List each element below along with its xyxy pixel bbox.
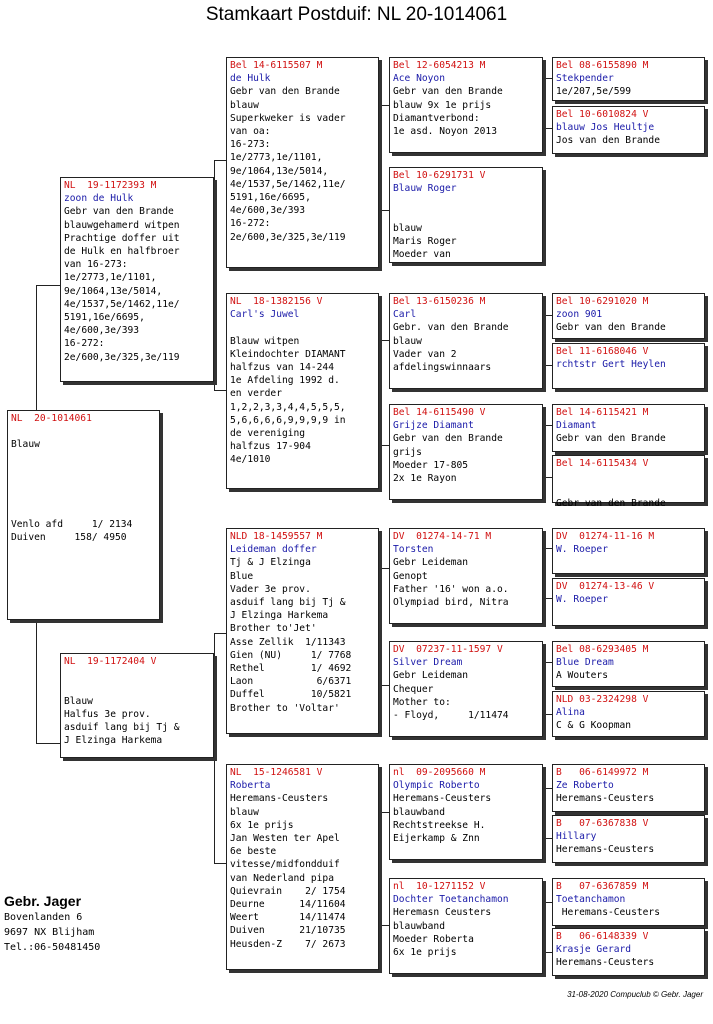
pedigree-card-g3[interactable]	[552, 293, 705, 339]
bird-info-line: 9e/1064,13e/5014,	[230, 165, 329, 177]
ring-number: NLD 03-2324298 V	[556, 694, 649, 705]
connector-line	[36, 743, 60, 744]
bird-info-line: 1e/207,5e/599	[556, 86, 632, 98]
bird-info-line: Genopt	[393, 570, 428, 582]
bird-info-line: Kleindochter DIAMANT	[230, 348, 346, 360]
bird-info-line	[230, 321, 375, 334]
pedigree-card-ssd[interactable]	[389, 167, 543, 263]
bird-name: Hillary	[556, 831, 597, 843]
connector-line	[543, 365, 552, 366]
bird-info-line: Heremasn Ceusters	[393, 907, 492, 919]
bird-info-line: Rechtstreekse H.	[393, 819, 486, 831]
bird-info-line: Diamantverbond:	[393, 112, 480, 124]
bird-info-line: 6x 1e prijs	[393, 947, 457, 959]
bird-info-line: blauw	[393, 335, 422, 347]
ring-number: Bel 10-6291731 V	[393, 170, 486, 181]
bird-info-line: blauwband	[393, 806, 445, 818]
bird-info-line: 4e/1537,5e/1462,11e/	[230, 178, 346, 190]
bird-info-line: vitesse/midfondduif	[230, 859, 340, 871]
connector-line	[214, 633, 215, 863]
connector-line	[543, 662, 552, 663]
bird-info-line: Olympiad bird, Nitra	[393, 597, 509, 609]
page-title: Stamkaart Postduif: NL 20-1014061	[205, 4, 508, 25]
bird-info-line: 5191,16e/6695,	[64, 312, 145, 324]
bird-info-line: Halfus 3e prov.	[64, 708, 151, 720]
bird-info-line: Quievrain 2/ 1754	[230, 885, 346, 897]
ring-number: nl 10-1271152 V	[393, 881, 486, 892]
connector-line	[214, 633, 226, 634]
connector-line	[378, 925, 389, 926]
bird-name: W. Roeper	[556, 544, 608, 556]
bird-name: Stekpender	[556, 73, 614, 85]
bird-info-line: 6x 1e prijs	[230, 819, 294, 831]
bird-name	[556, 470, 701, 483]
bird-name: Ze Roberto	[556, 780, 614, 792]
bird-info-line: Brother to'Jet'	[230, 623, 317, 635]
bird-info-line: Heremans-Ceusters	[230, 793, 329, 805]
pedigree-card-g7[interactable]	[552, 528, 705, 574]
owner-phone: Tel.:06-50481450	[4, 942, 101, 953]
bird-info-line: 16-273:	[230, 139, 271, 151]
bird-name: zoon de Hulk	[64, 193, 134, 205]
bird-info-line: Duiven 21/10735	[230, 925, 346, 937]
bird-name: Diamant	[556, 420, 597, 432]
bird-info-line: 2e/600,3e/325,3e/119	[64, 351, 180, 363]
bird-info-line: Father '16' won a.o.	[393, 583, 509, 595]
pedigree-card-g13[interactable]	[552, 878, 705, 926]
connector-line	[543, 714, 552, 715]
bird-info-line: Brother to 'Voltar'	[230, 702, 340, 714]
bird-info-line: van 16-273:	[64, 259, 128, 271]
bird-name: Carl's Juwel	[230, 309, 300, 321]
pedigree-card-sss[interactable]	[389, 57, 543, 153]
bird-info-line: Eijerkamp & Znn	[393, 833, 480, 845]
bird-info-line: 5191,16e/6695,	[230, 192, 311, 204]
ring-number: NL 20-1014061	[11, 413, 92, 424]
bird-name: de Hulk	[230, 73, 271, 85]
bird-info-line: 1e/2773,1e/1101,	[64, 272, 157, 284]
bird-info-line: en verder	[230, 388, 282, 400]
bird-info-line: Gebr Leideman	[393, 557, 469, 569]
bird-info-line: grijs	[393, 446, 422, 458]
pedigree-card-dss[interactable]	[389, 528, 543, 624]
owner-name: Gebr. Jager	[4, 893, 82, 909]
bird-info-line: Prachtige doffer uit	[64, 232, 180, 244]
bird-name: blauw Jos Heultje	[556, 122, 655, 134]
bird-info-line: Gebr van den Brande	[556, 497, 666, 509]
bird-name: Krasje Gerard	[556, 944, 632, 956]
pedigree-card-g2[interactable]	[552, 106, 705, 154]
connector-line	[543, 952, 552, 953]
bird-info-line: Superkweker is vader	[230, 112, 346, 124]
bird-info-line: Heremans-Ceusters	[556, 793, 655, 805]
bird-name: Leideman doffer	[230, 544, 317, 556]
bird-info-line: Heremans-Ceusters	[556, 907, 660, 919]
bird-info-line: Moeder van	[393, 249, 451, 261]
connector-line	[543, 662, 544, 714]
pedigree-card-dam-sire[interactable]	[226, 528, 379, 734]
pedigree-card-ddd[interactable]	[389, 878, 543, 974]
bird-info-line: Gebr van den Brande	[556, 433, 666, 445]
bird-info-line	[556, 483, 701, 496]
bird-info-line: Weert 14/11474	[230, 912, 346, 924]
bird-info-line: Blauw	[11, 439, 40, 451]
bird-name: Blauw Roger	[393, 183, 457, 195]
connector-line	[543, 425, 552, 426]
pedigree-card-g6[interactable]	[552, 455, 705, 509]
bird-info-line: Venlo afd 1/ 2134	[11, 518, 133, 530]
bird-name: Silver Dream	[393, 657, 463, 669]
pedigree-card-g12[interactable]	[552, 815, 705, 863]
bird-info-line: 4e/1010	[230, 454, 271, 466]
connector-line	[543, 128, 552, 129]
connector-line	[543, 838, 552, 839]
bird-name: Toetanchamon	[556, 894, 626, 906]
ring-number: B 06-6149972 M	[556, 767, 649, 778]
owner-info	[4, 892, 100, 955]
ring-number: NL 19-1172393 M	[64, 180, 157, 191]
bird-name: Roberta	[230, 780, 271, 792]
connector-line	[378, 445, 389, 446]
bird-info-line: blauw	[230, 99, 259, 111]
bird-info-line: Rethel 1/ 4692	[230, 663, 352, 675]
ring-number: DV 07237-11-1597 V	[393, 644, 503, 655]
bird-info-line: Heusden-Z 7/ 2673	[230, 938, 346, 950]
ring-number: Bel 11-6168046 V	[556, 346, 649, 357]
ring-number: NL 18-1382156 V	[230, 296, 323, 307]
connector-line	[543, 78, 544, 128]
pedigree-card-dsd[interactable]	[389, 641, 543, 737]
ring-number: Bel 10-6010824 V	[556, 109, 649, 120]
bird-info-line: 16-272:	[230, 218, 271, 230]
bird-info-line: 1e/2773,1e/1101,	[230, 152, 323, 164]
ring-number: Bel 08-6293405 M	[556, 644, 649, 655]
ring-number: NL 19-1172404 V	[64, 656, 157, 667]
connector-line	[543, 788, 552, 789]
pedigree-card-sire-dam[interactable]	[226, 293, 379, 489]
connector-line	[543, 78, 552, 79]
bird-info-line: Chequer	[393, 683, 434, 695]
pedigree-card-sire[interactable]	[60, 177, 214, 382]
bird-info-line: Moeder 17-805	[393, 459, 469, 471]
bird-info-line: 4e/1537,5e/1462,11e/	[64, 298, 180, 310]
ring-number: nl 09-2095660 M	[393, 767, 486, 778]
bird-info-line: J Elzinga Harkema	[230, 610, 329, 622]
bird-name: Olympic Roberto	[393, 780, 480, 792]
pedigree-card-g11[interactable]	[552, 764, 705, 812]
pedigree-card-sds[interactable]	[389, 293, 543, 389]
bird-info-line: A Wouters	[556, 670, 608, 682]
pedigree-card-subject[interactable]	[7, 410, 160, 620]
bird-info-line: 1e Afdeling 1992 d.	[230, 375, 340, 387]
bird-info-line: 2x 1e Rayon	[393, 473, 457, 485]
bird-info-line: Blue	[230, 570, 254, 582]
ring-number: Bel 12-6054213 M	[393, 60, 486, 71]
pedigree-card-g10[interactable]	[552, 691, 705, 737]
pedigree-card-dam[interactable]	[60, 653, 214, 758]
bird-info-line: Gebr van den Brande	[230, 86, 340, 98]
bird-info-line: 1e asd. Noyon 2013	[393, 126, 497, 138]
owner-address: Bovenlanden 6	[4, 912, 83, 923]
bird-name: rchtstr Gert Heylen	[556, 359, 666, 371]
bird-info-line: asduif lang bij Tj &	[64, 722, 180, 734]
bird-info-line: Gebr. van den Brande	[393, 322, 509, 334]
bird-name: W. Roeper	[556, 594, 608, 606]
ring-number: Bel 10-6291020 M	[556, 296, 649, 307]
bird-info-line: 2e/600,3e/325,3e/119	[230, 231, 346, 243]
bird-info-line: Heremans-Ceusters	[556, 957, 655, 969]
connector-line	[378, 812, 389, 813]
bird-info-line: Mother to:	[393, 696, 451, 708]
connector-line	[378, 340, 389, 341]
bird-info-line: J Elzinga Harkema	[64, 735, 163, 747]
bird-info-line: Heremans-Ceusters	[556, 844, 655, 856]
bird-info-line: halfzus 17-904	[230, 441, 311, 453]
bird-info-line: Deurne 14/11604	[230, 899, 346, 911]
bird-info-line: Gien (NU) 1/ 7768	[230, 649, 352, 661]
connector-line	[543, 315, 544, 365]
bird-info-line: Vader 3e prov.	[230, 583, 311, 595]
bird-info-line: asduif lang bij Tj &	[230, 597, 346, 609]
bird-info-line: de Hulk en halfbroer	[64, 246, 180, 258]
ring-number: Bel 14-6115421 M	[556, 407, 649, 418]
connector-line	[543, 548, 552, 549]
bird-info-line: 6e beste	[230, 846, 277, 858]
bird-info-line	[11, 452, 156, 465]
pedigree-card-dam-dam[interactable]	[226, 764, 379, 970]
connector-line	[378, 568, 389, 569]
bird-info-line: C & G Koopman	[556, 720, 632, 732]
ring-number: B 06-6148339 V	[556, 931, 649, 942]
pedigree-card-g4[interactable]	[552, 343, 705, 389]
connector-line	[36, 285, 37, 412]
bird-info-line	[11, 504, 156, 517]
bird-info-line: Jan Westen ter Apel	[230, 833, 340, 845]
bird-name: Ace Noyon	[393, 73, 445, 85]
connector-line	[543, 548, 544, 598]
connector-line	[36, 620, 37, 743]
bird-info-line: Laon 6/6371	[230, 676, 352, 688]
connector-line	[214, 160, 226, 161]
bird-info-line: 1,2,2,3,3,4,4,5,5,5,	[230, 401, 346, 413]
bird-name: Dochter Toetanchamon	[393, 894, 509, 906]
bird-info-line: halfzus van 14-244	[230, 362, 334, 374]
bird-info-line	[393, 195, 539, 208]
bird-info-line: Blauw witpen	[230, 335, 300, 347]
ring-number: Bel 14-6115434 V	[556, 458, 649, 469]
connector-line	[214, 160, 215, 390]
bird-info-line: blauw	[230, 806, 259, 818]
pedigree-card-sire-sire[interactable]	[226, 57, 379, 268]
footer-credit: 31-08-2020 Compuclub © Gebr. Jager	[567, 990, 703, 999]
bird-info-line	[393, 209, 539, 222]
bird-info-line: Asse Zellik 1/11343	[230, 636, 346, 648]
owner-postcode: 9697 NX Blijham	[4, 927, 95, 938]
connector-line	[543, 788, 544, 838]
bird-info-line: blauw	[393, 222, 422, 234]
bird-info-line: - Floyd, 1/11474	[393, 710, 509, 722]
connector-line	[378, 105, 389, 106]
connector-line	[543, 315, 552, 316]
connector-line	[378, 210, 389, 211]
bird-info-line: 5,6,6,6,6,9,9,9,9 in	[230, 414, 346, 426]
bird-info-line: Gebr Leideman	[393, 670, 469, 682]
pedigree-card-g5[interactable]	[552, 404, 705, 452]
pedigree-card-g9[interactable]	[552, 641, 705, 687]
bird-name	[64, 668, 210, 681]
connector-line	[214, 390, 226, 391]
bird-info-line: 4e/600,3e/393	[64, 325, 140, 337]
connector-line	[378, 685, 389, 686]
bird-name	[11, 425, 156, 438]
bird-info-line: Tj & J Elzinga	[230, 557, 311, 569]
bird-info-line	[11, 465, 156, 478]
ring-number: Bel 13-6150236 M	[393, 296, 486, 307]
connector-line	[543, 902, 544, 952]
connector-line	[543, 425, 544, 477]
ring-number: Bel 14-6115507 M	[230, 60, 323, 71]
connector-line	[36, 285, 60, 286]
bird-name: zoon 901	[556, 309, 603, 321]
connector-line	[543, 598, 552, 599]
bird-name: Alina	[556, 707, 585, 719]
bird-info-line	[11, 491, 156, 504]
bird-info-line: Blauw	[64, 695, 93, 707]
bird-name: Torsten	[393, 544, 434, 556]
pedigree-card-g1[interactable]	[552, 57, 705, 101]
ring-number: Bel 14-6115490 V	[393, 407, 486, 418]
bird-info-line: 9e/1064,13e/5014,	[64, 285, 163, 297]
ring-number: B 07-6367838 V	[556, 818, 649, 829]
bird-name: Carl	[393, 309, 417, 321]
bird-info-line: 4e/600,3e/393	[230, 205, 306, 217]
bird-info-line: Gebr van den Brande	[556, 322, 666, 334]
bird-info-line: Duffel 10/5821	[230, 689, 352, 701]
bird-info-line	[11, 478, 156, 491]
bird-info-line: Duiven 158/ 4950	[11, 531, 127, 543]
ring-number: DV 01274-14-71 M	[393, 531, 492, 542]
ring-number: NLD 18-1459557 M	[230, 531, 323, 542]
bird-info-line: blauw 9x 1e prijs	[393, 99, 492, 111]
bird-info-line: afdelingswinnaars	[393, 362, 492, 374]
bird-info-line: Gebr van den Brande	[393, 433, 503, 445]
bird-info-line: Gebr van den Brande	[64, 206, 174, 218]
bird-info-line: 16-272:	[64, 338, 105, 350]
ring-number: B 07-6367859 M	[556, 881, 649, 892]
pedigree-card-g8[interactable]	[552, 578, 705, 626]
bird-info-line: blauwband	[393, 920, 445, 932]
bird-info-line: Moeder Roberta	[393, 933, 474, 945]
ring-number: DV 01274-13-46 V	[556, 581, 655, 592]
ring-number: NL 15-1246581 V	[230, 767, 323, 778]
connector-line	[543, 477, 552, 478]
bird-name: Grijze Diamant	[393, 420, 474, 432]
bird-name: Blue Dream	[556, 657, 614, 669]
bird-info-line: Vader van 2	[393, 348, 457, 360]
pedigree-card-dds[interactable]	[389, 764, 543, 860]
bird-info-line	[64, 681, 210, 694]
pedigree-card-g14[interactable]	[552, 928, 705, 976]
bird-info-line: de vereniging	[230, 428, 306, 440]
bird-info-line: van oa:	[230, 126, 271, 138]
bird-info-line: blauwgehamerd witpen	[64, 219, 180, 231]
bird-info-line: van Nederland pipa	[230, 872, 334, 884]
bird-info-line: Gebr van den Brande	[393, 86, 503, 98]
ring-number: DV 01274-11-16 M	[556, 531, 655, 542]
bird-info-line: Heremans-Ceusters	[393, 793, 492, 805]
connector-line	[543, 902, 552, 903]
ring-number: Bel 08-6155890 M	[556, 60, 649, 71]
bird-info-line: Maris Roger	[393, 236, 457, 248]
connector-line	[214, 863, 226, 864]
pedigree-card-sdd[interactable]	[389, 404, 543, 500]
bird-info-line: Jos van den Brande	[556, 135, 660, 147]
